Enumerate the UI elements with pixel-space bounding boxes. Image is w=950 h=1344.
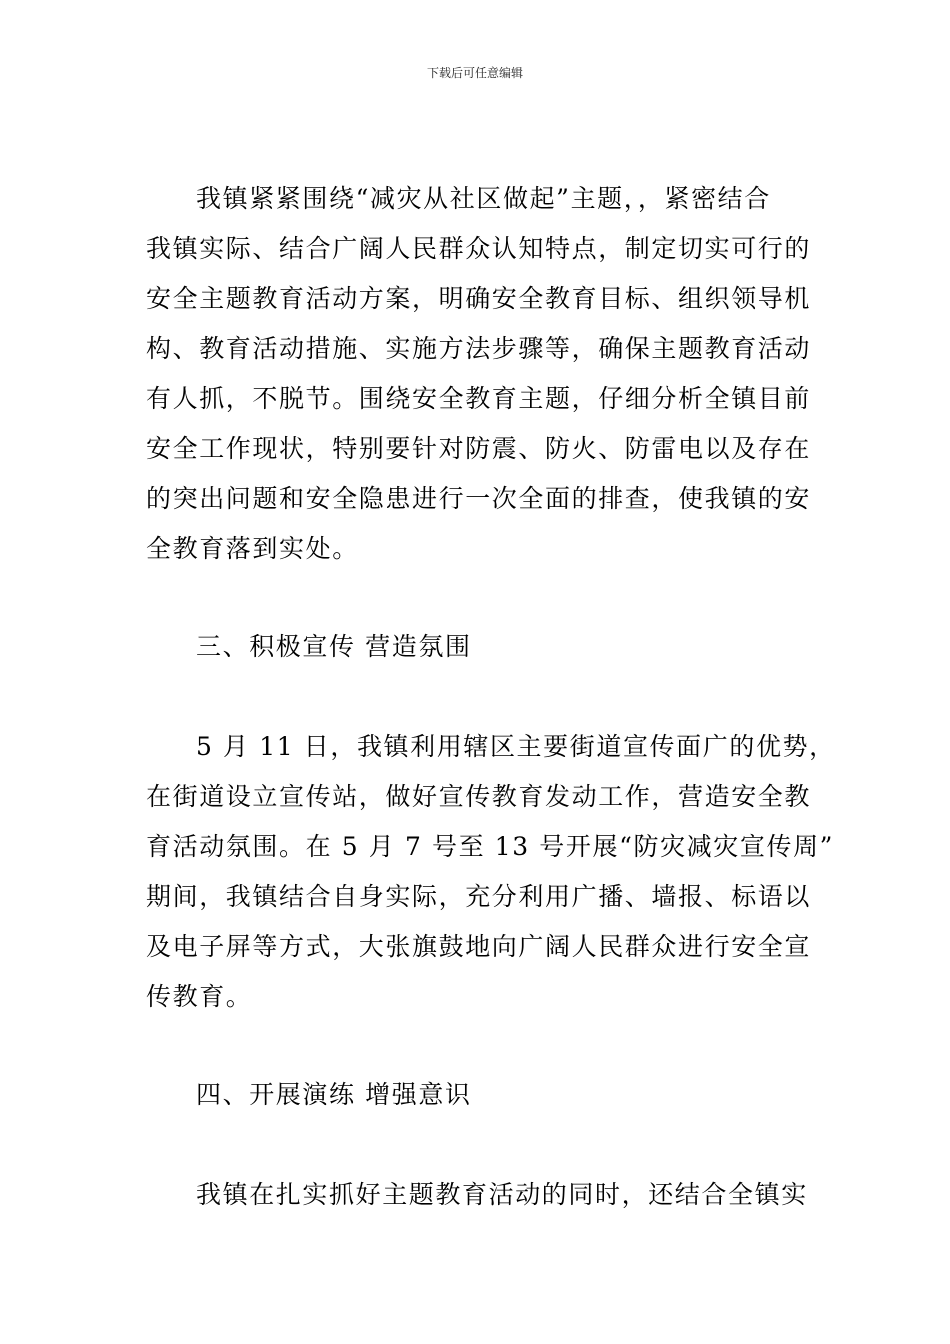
paragraph-line: 我镇在扎实抓好主题教育活动的同时，还结合全镇实 (196, 1180, 808, 1209)
paragraph-line: 在街道设立宣传站，做好宣传教育发动工作，营造安全教 (146, 782, 812, 811)
paragraph-line: 构、教育活动措施、实施方法步骤等，确保主题教育活动 (146, 334, 812, 363)
paragraph-line: 安全主题教育活动方案，明确安全教育目标、组织领导机 (146, 284, 812, 313)
paragraph-line: 传教育。 (146, 982, 253, 1011)
paragraph-line: 安全工作现状，特别要针对防震、防火、防雷电以及存在 (146, 434, 812, 463)
header-note: 下载后可任意编辑 (426, 66, 523, 80)
section-heading: 四、开展演练 增强意识 (196, 1080, 472, 1109)
paragraph-line: 的突出问题和安全隐患进行一次全面的排查，使我镇的安 (146, 484, 812, 513)
section-heading: 三、积极宣传 营造氛围 (196, 632, 472, 661)
paragraph-line: 我镇紧紧围绕“减灾从社区做起”主题，，紧密结合 (196, 184, 771, 213)
paragraph-line: 期间，我镇结合自身实际，充分利用广播、墙报、标语以 (146, 882, 812, 911)
paragraph-line: 我镇实际、结合广阔人民群众认知特点，制定切实可行的 (146, 234, 812, 263)
paragraph-line: 及电子屏等方式，大张旗鼓地向广阔人民群众进行安全宣 (146, 932, 812, 961)
paragraph-line: 5 月 11 日，我镇利用辖区主要街道宣传面广的优势， (196, 732, 836, 761)
paragraph-line: 有人抓，不脱节。围绕安全教育主题，仔细分析全镇目前 (146, 384, 812, 413)
paragraph-line: 全教育落到实处。 (146, 534, 359, 563)
paragraph-line: 育活动氛围。在 5 月 7 号至 13 号开展“防灾减灾宣传周” (146, 832, 835, 861)
